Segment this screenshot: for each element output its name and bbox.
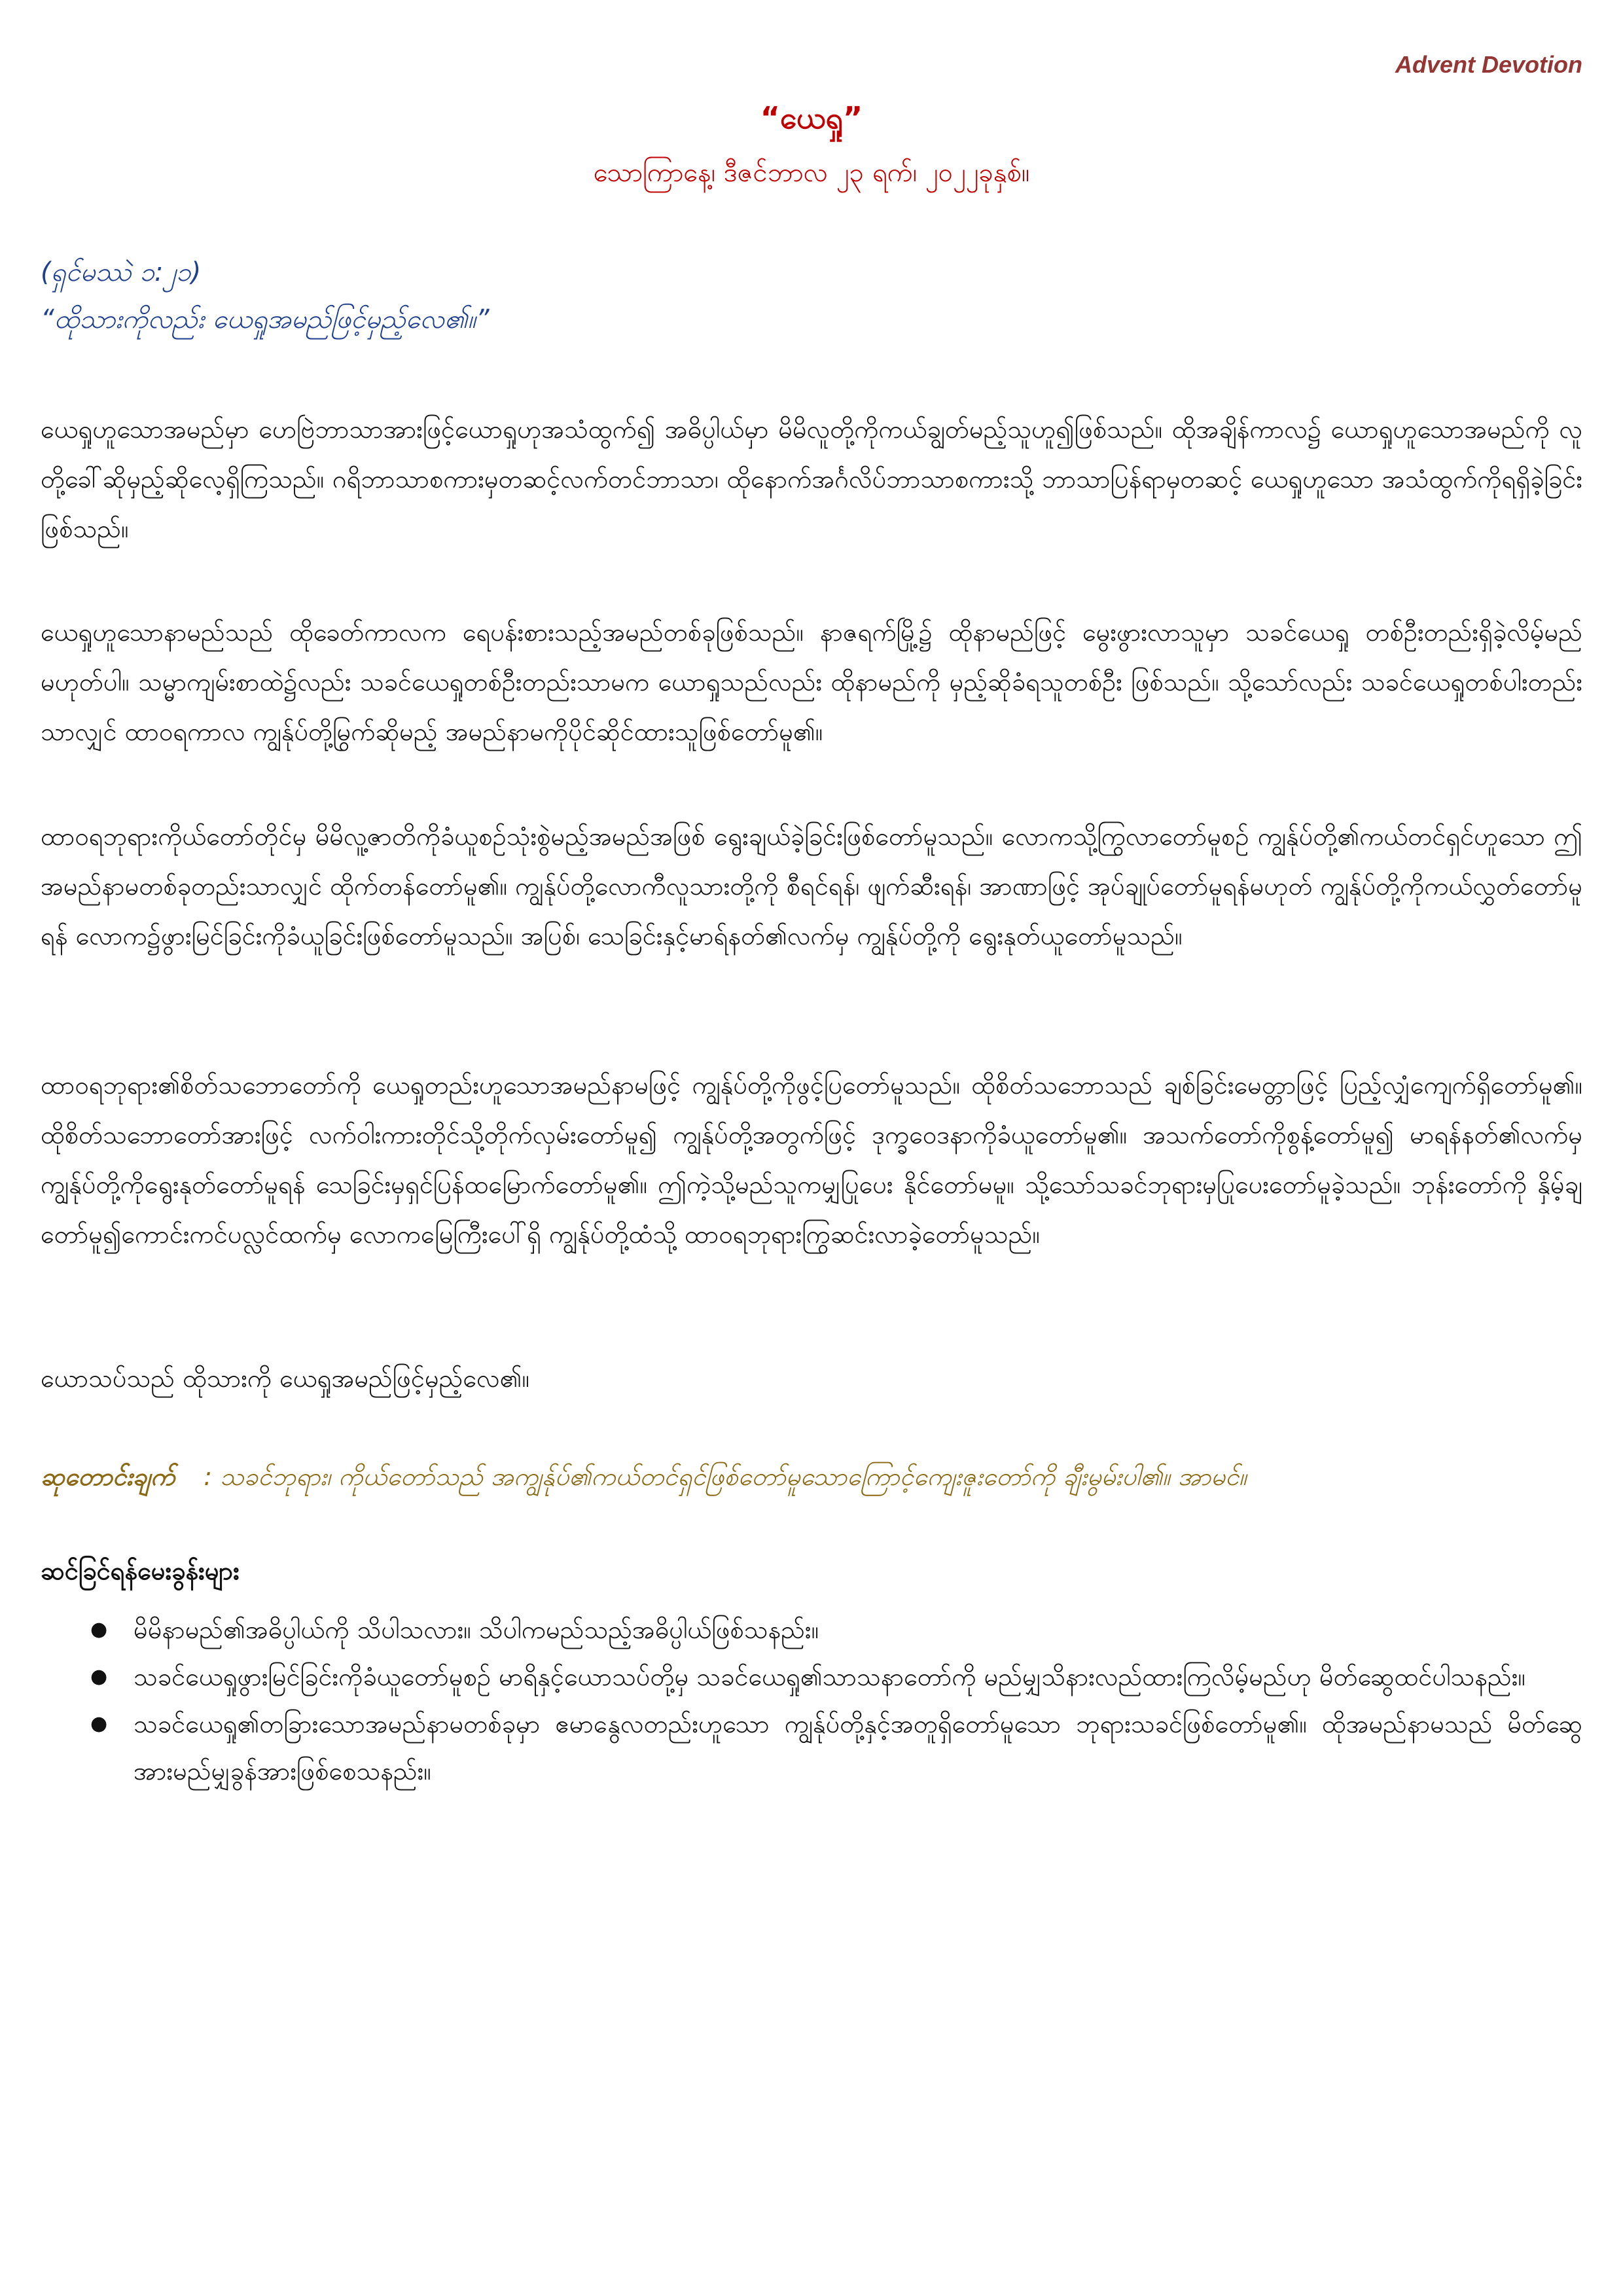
paragraph-5: ယောသပ်သည် ထိုသားကို ယေရှုအမည်ဖြင့်မှည့်လေ၏။ bbox=[41, 1364, 530, 1393]
question-text: သခင်ယေရှုဖွားမြင်ခြင်းကိုခံယူတော်မူစဉ် မာရိနှင့်ယောသပ်တို့မှ သခင်ယေရှု၏သာသနာတော်ကို မည်မျှသိနားလည်ထားကြလိမ့်မည်ဟု မိတ်ဆွေထင်ပါသနည်း။ bbox=[134, 1662, 1525, 1691]
questions-list bbox=[41, 1606, 1582, 1795]
paragraph-4: ထာဝရဘုရား၏စိတ်သဘောတော်ကို ယေရှုတည်းဟူသောအမည်နာမဖြင့် ကျွန်ုပ်တို့ကိုဖွင့်ပြတော်မူသည်။ ထိုစိတ်သဘောသည် ချစ်ခြင်းမေတ္တာဖြင့် ပြည့်လျှံကျေက်ရှိတော်မူ၏။ ထိုစိတ်သဘောတော်အားဖြင့် လက်ဝါးကားတိုင်သို့တိုက်လှမ်းတော်မူ၍ ကျွန်ုပ်တို့အတွက်ဖြင့် ဒုက္ခဝေဒနာကိုခံယူတော်မူ၏။ အသက်တော်ကိုစွန့်တော်မူ၍ မာရန်နတ်၏လက်မှ ကျွန်ုပ်တို့ကိုရွေးနုတ်တော်မူရန် သေခြင်းမှရှင်ပြန်ထမြောက်တော်မူ၏။ ဤကဲ့သို့မည်သူကမျှပြုပေး နိုင်တော်မမူ။ သို့သော်သခင်ဘုရားမှပြုပေးတော်မူခဲ့သည်။ ဘုန်းတော်ကို နှိမ့်ချတော်မူ၍ကောင်းကင်ပလ္လင်ထက်မှ လောကမြေကြီးပေါ်ရှိ ကျွန်ုပ်တို့ထံသို့ ထာဝရဘုရားကြွဆင်းလာခဲ့တော်မူသည်။ bbox=[41, 1071, 1582, 1249]
prayer-label: ဆုတောင်းချက် bbox=[41, 1462, 175, 1491]
series-tag: Advent Devotion bbox=[1395, 51, 1582, 78]
question-text: မိမိနာမည်၏အဓိပ္ပါယ်ကို သိပါသလား။ သိပါကမည်သည့်အဓိပ္ပါယ်ဖြစ်သနည်း။ bbox=[134, 1615, 819, 1644]
paragraph-1: ယေရှုဟူသောအမည်မှာ ဟေဗြဲဘာသာအားဖြင့်ယောရှုဟုအသံထွက်၍ အဓိပ္ပါယ်မှာ မိမိလူတို့ကိုကယ်ချွတ်မည့်သူဟူ၍ဖြစ်သည်။ ထိုအချိန်ကာလ၌ ယောရှုဟူသောအမည်ကို လူတို့ခေါ်ဆိုမှည့်ဆိုလေ့ရှိကြသည်။ ဂရိဘာသာစကားမှတဆင့်လက်တင်ဘာသာ၊ ထိုနောက်အင်္ဂလိပ်ဘာသာစကားသို့ ဘာသာပြန်ရာမှတဆင့် ယေရှုဟူသော အသံထွက်ကိုရရှိခဲ့ခြင်းဖြစ်သည်။ bbox=[41, 415, 1582, 543]
bullet-icon: ● bbox=[90, 1618, 108, 1641]
list-item bbox=[41, 1700, 1582, 1795]
question-text: သခင်ယေရှု၏တခြားသောအမည်နာမတစ်ခုမှာ ဧမာနွေလတည်းဟူသော ကျွန်ုပ်တို့နှင့်အတူရှိတော်မူသော ဘုရားသခင်ဖြစ်တော်မူ၏။ ထိုအမည်နာမသည် မိတ်ဆွေအားမည်မျှခွန်အားဖြစ်စေသနည်း။ bbox=[134, 1710, 1582, 1785]
list-item bbox=[41, 1606, 1582, 1653]
prayer bbox=[41, 1461, 1582, 1498]
verse-reference: (ရှင်မဿဲ ၁:၂၁) bbox=[41, 257, 202, 287]
paragraph-3: ထာဝရဘုရားကိုယ်တော်တိုင်မှ မိမိလူ့ဇာတိကိုခံယူစဉ်သုံးစွဲမည့်အမည်အဖြစ် ရွေးချယ်ခဲ့ခြင်းဖြစ်တော်မူသည်။ လောကသို့ကြွလာတော်မူစဉ် ကျွန်ုပ်တို့၏ကယ်တင်ရှင်ဟူသော ဤအမည်နာမတစ်ခုတည်းသာလျှင် ထိုက်တန်တော်မူ၏။ ကျွန်ုပ်တို့လောကီလူသားတို့ကို စီရင်ရန်၊ ဖျက်ဆီးရန်၊ အာဏာဖြင့် အုပ်ချုပ်တော်မူရန်မဟုတ် ကျွန်ုပ်တို့ကိုကယ်လွှတ်တော်မူရန် လောက၌ဖွားမြင်ခြင်းကိုခံယူခြင်းဖြစ်တော်မူသည်။ အပြစ်၊ သေခြင်းနှင့်မာရ်နတ်၏လက်မှ ကျွန်ုပ်တို့ကို ရွေးနုတ်ယူတော်မူသည်။ bbox=[41, 822, 1582, 950]
paragraph-2: ယေရှုဟူသောနာမည်သည် ထိုခေတ်ကာလက ရေပန်းစားသည့်အမည်တစ်ခုဖြစ်သည်။ နာဇရက်မြို့၌ ထိုနာမည်ဖြင့် မွေးဖွားလာသူမှာ သခင်ယေရှု တစ်ဦးတည်းရှိခဲ့လိမ့်မည်မဟုတ်ပါ။ သမ္မာကျမ်းစာထဲ၌လည်း သခင်ယေရှုတစ်ဦးတည်းသာမက ယောရှုသည်လည်း ထိုနာမည်ကို မှည့်ဆိုခံရသူတစ်ဦး ဖြစ်သည်။ သို့သော်လည်း သခင်ယေရှုတစ်ပါးတည်းသာလျှင် ထာဝရကာလ ကျွန်ုပ်တို့မြွက်ဆိုမည့် အမည်နာမကိုပိုင်ဆိုင်ထားသူဖြစ်တော်မူ၏။ bbox=[41, 618, 1582, 746]
bullet-icon: ● bbox=[90, 1665, 108, 1688]
page-title: “ယေရှု” bbox=[760, 100, 863, 135]
date-line: သောကြာနေ့၊ ဒီဇင်ဘာလ ၂၃ ရက်၊ ၂၀၂၂ခုနှစ်။ bbox=[593, 158, 1030, 188]
verse-text: “ထိုသားကိုလည်း ယေရှုအမည်ဖြင့်မှည့်လေ၏။” bbox=[41, 304, 490, 334]
prayer-text: : သခင်ဘုရား၊ ကိုယ်တော်သည် အကျွန်ုပ်၏ကယ်တင်ရှင်ဖြစ်တော်မူသောကြောင့်ကျေးဇူးတော်ကို ချီးမွမ်းပါ၏။ အာမင်။ bbox=[204, 1462, 1247, 1491]
questions-heading: ဆင်ခြင်ရန်မေးခွန်းများ bbox=[41, 1556, 240, 1585]
list-item bbox=[41, 1653, 1582, 1700]
bullet-icon: ● bbox=[90, 1712, 108, 1735]
